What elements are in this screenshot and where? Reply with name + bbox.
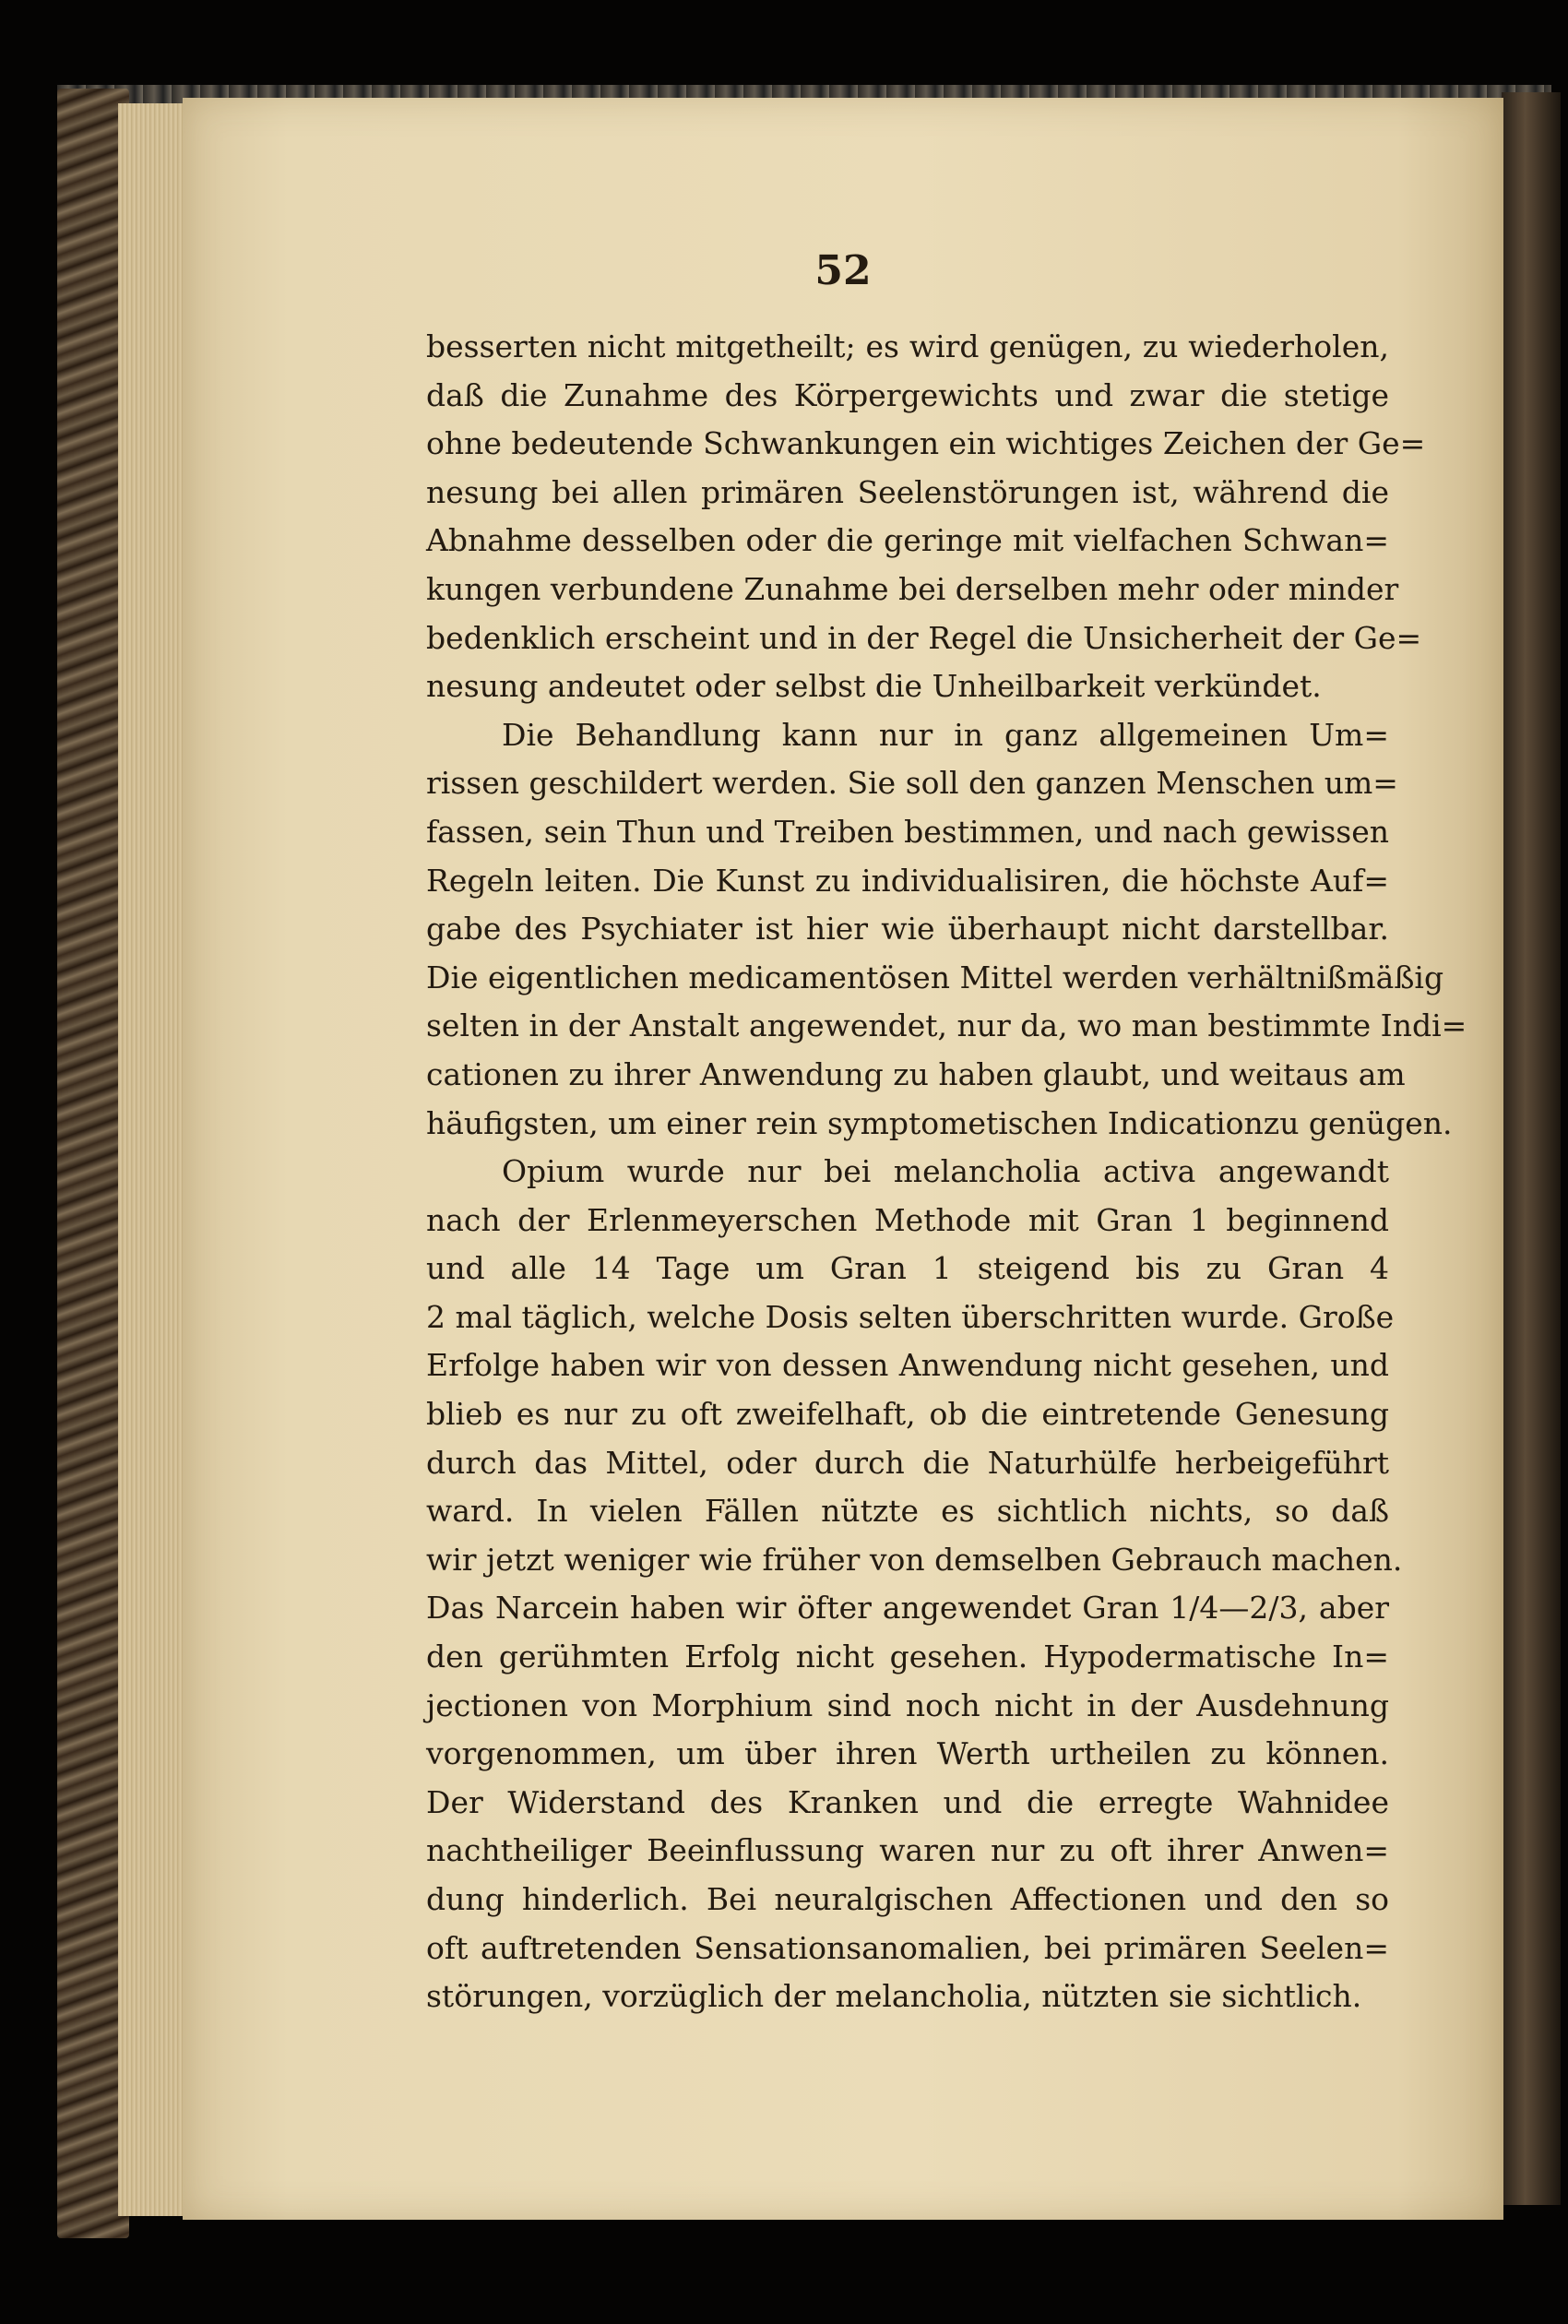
text-line: cationen zu ihrer Anwendung zu haben glaubt, und weitaus am xyxy=(426,1055,1406,1092)
text-line: fassen, sein Thun und Treiben bestimmen, und nach gewissen xyxy=(426,813,1389,850)
text-line: daß die Zunahme des Körpergewichts und zwar die stetige xyxy=(426,376,1389,413)
text-line: nach der Erlenmeyerschen Methode mit Gran 1 beginnend xyxy=(426,1201,1389,1238)
text-line: störungen, vorzüglich der melancholia, nützten sie sichtlich. xyxy=(426,1978,1362,2015)
text-line: vorgenommen, um über ihren Werth urtheilen zu können. xyxy=(426,1735,1389,1772)
text-line: häufigsten, um einer rein symptometischen Indicationzu genügen. xyxy=(426,1104,1453,1141)
text-line: blieb es nur zu oft zweifelhaft, ob die eintretende Genesung xyxy=(426,1396,1389,1433)
text-line: Abnahme desselben oder die geringe mit vielfachen Schwan= xyxy=(426,522,1389,559)
text-line: nachtheiliger Beeinflussung waren nur zu oft ihrer Anwen= xyxy=(426,1832,1389,1869)
text-line: Regeln leiten. Die Kunst zu individualisiren, die höchste Auf= xyxy=(426,862,1389,899)
text-line: den gerühmten Erfolg nicht gesehen. Hypodermatische In= xyxy=(426,1639,1389,1675)
text-line: Der Widerstand des Kranken und die erregte Wahnidee xyxy=(426,1783,1389,1820)
text-line: oft auftretenden Sensationsanomalien, bei primären Seelen= xyxy=(426,1929,1389,1966)
text-line: dung hinderlich. Bei neuralgischen Affectionen und den so xyxy=(426,1881,1389,1917)
text-line: selten in der Anstalt angewendet, nur da, wo man bestimmte Indi= xyxy=(426,1007,1467,1044)
text-line: Die Behandlung kann nur in ganz allgemeinen Um= xyxy=(502,716,1389,753)
text-line: nesung bei allen primären Seelenstörungen ist, während die xyxy=(426,473,1389,510)
text-line: 2 mal täglich, welche Dosis selten überschritten wurde. Große xyxy=(426,1298,1395,1335)
text-line: kungen verbundene Zunahme bei derselben mehr oder minder xyxy=(426,570,1399,607)
page-number: 52 xyxy=(814,247,872,294)
book-cover-right-edge xyxy=(1502,92,1561,2205)
text-line: bedenklich erscheint und in der Regel die Unsicherheit der Ge= xyxy=(426,619,1422,656)
text-line: Das Narcein haben wir öfter angewendet Gran 1/4—2/3, aber xyxy=(426,1590,1389,1627)
text-line: Die eigentlichen medicamentösen Mittel werden verhältnißmäßig xyxy=(426,959,1444,995)
text-line: Opium wurde nur bei melancholia activa angewandt xyxy=(502,1153,1389,1190)
text-line: ward. In vielen Fällen nützte es sichtlich nichts, so daß xyxy=(426,1493,1389,1530)
page-edges xyxy=(118,103,192,2216)
text-line: gabe des Psychiater ist hier wie überhaupt nicht darstellbar. xyxy=(426,911,1389,947)
text-line: jectionen von Morphium sind noch nicht in der Ausdehnung xyxy=(426,1686,1389,1723)
text-line: Erfolge haben wir von dessen Anwendung nicht gesehen, und xyxy=(426,1347,1389,1384)
text-line: wir jetzt weniger wie früher von demselben Gebrauch machen. xyxy=(426,1541,1403,1578)
text-line: ohne bedeutende Schwankungen ein wichtiges Zeichen der Ge= xyxy=(426,425,1426,462)
text-line: nesung andeutet oder selbst die Unheilbarkeit verkündet. xyxy=(426,668,1322,705)
text-line: besserten nicht mitgetheilt; es wird genügen, zu wiederholen, xyxy=(426,328,1389,364)
text-line: rissen geschildert werden. Sie soll den ganzen Menschen um= xyxy=(426,765,1398,802)
text-line: durch das Mittel, oder durch die Naturhülfe herbeigeführt xyxy=(426,1444,1389,1481)
body-text xyxy=(426,323,1467,2021)
text-line: und alle 14 Tage um Gran 1 steigend bis zu Gran 4 xyxy=(426,1250,1389,1287)
